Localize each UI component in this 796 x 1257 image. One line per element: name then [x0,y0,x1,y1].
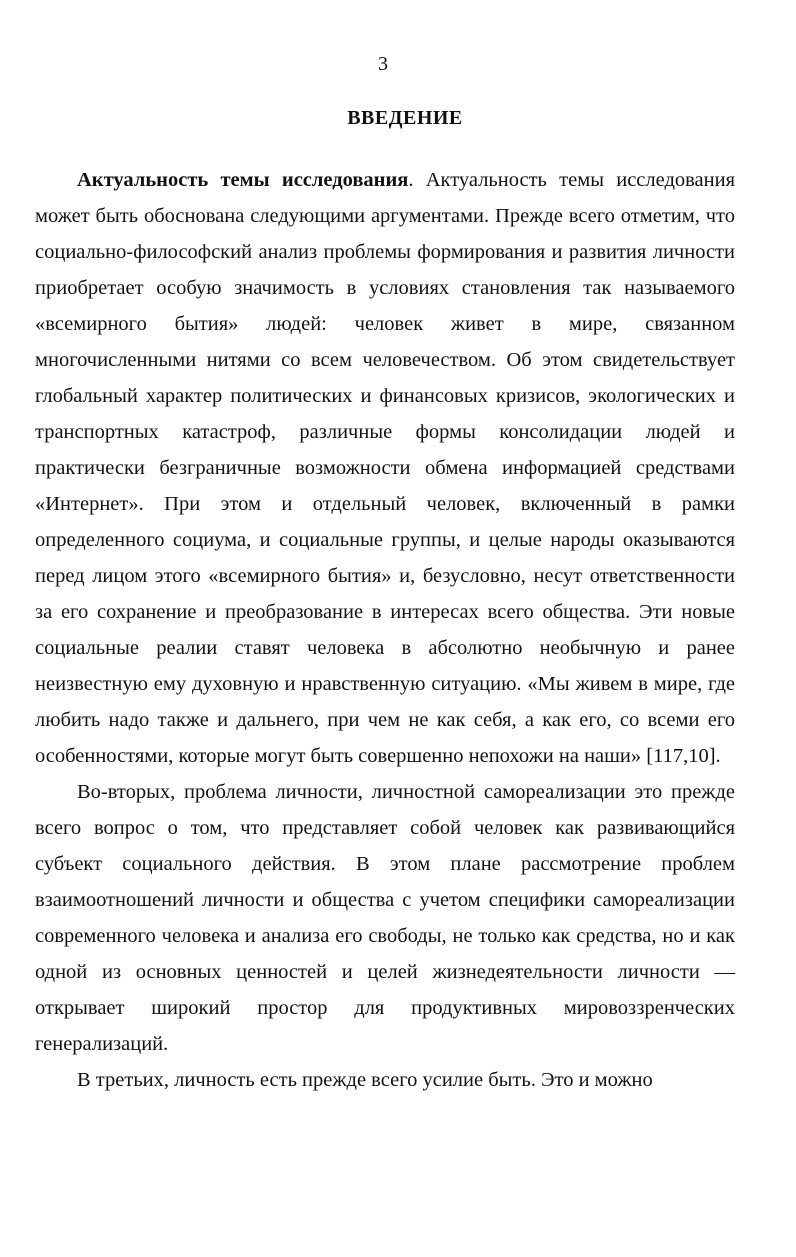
thirdly-text: В третьих, личность есть прежде всего усилие быть. Это и можно [77,1069,653,1091]
paragraph-thirdly [35,1062,735,1098]
paragraph-secondly [35,774,735,1062]
page-number: 3 [378,53,388,75]
paragraph-relevance [35,162,735,774]
relevance-lead: Актуальность темы исследования [77,169,409,191]
body-text [35,162,735,1098]
section-heading: ВВЕДЕНИЕ [347,107,463,129]
relevance-text: . Актуальность темы исследования может быть обоснована следующими аргументами. Прежде всего отметим, что социально-философский анализ проблемы формирования и развития личности приобретает особую значимость в условиях становления так называемого «всемирного бытия» людей: человек живет в мире, связанном многочисленными нитями со всем человечеством. Об этом свидетельствует глобальный характер политических и финансовых кризисов, экологических и транспортных катастроф, различные формы консолидации людей и практически безграничные возможности обмена информацией средствами «Интернет». При этом и отдельный человек, включенный в рамки определенного социума, и социальные группы, и целые народы оказываются перед лицом этого «всемирного бытия» и, безусловно, несут ответственности за его сохранение и преобразование в интересах всего общества. Эти новые социальные реалии ставят человека в абсолютно необычную и ранее неизвестную ему духовную и нравственную ситуацию. «Мы живем в мире, где любить надо также и дальнего, при чем не как себя, а как его, со всеми его особенностями, которые могут быть совершенно непохожи на наши» [117,10]. [35,169,736,767]
secondly-text: Во-вторых, проблема личности, личностной самореализации это прежде всего вопрос о том, что представляет собой человек как развивающийся субъект социального действия. В этом плане рассмотрение проблем взаимоотношений личности и общества с учетом специфики самореализации современного человека и анализа его свободы, не только как средства, но и как одной из основных ценностей и целей жизнедеятельности личности — открывает широкий простор для продуктивных мировоззренческих генерализаций. [35,781,735,1055]
